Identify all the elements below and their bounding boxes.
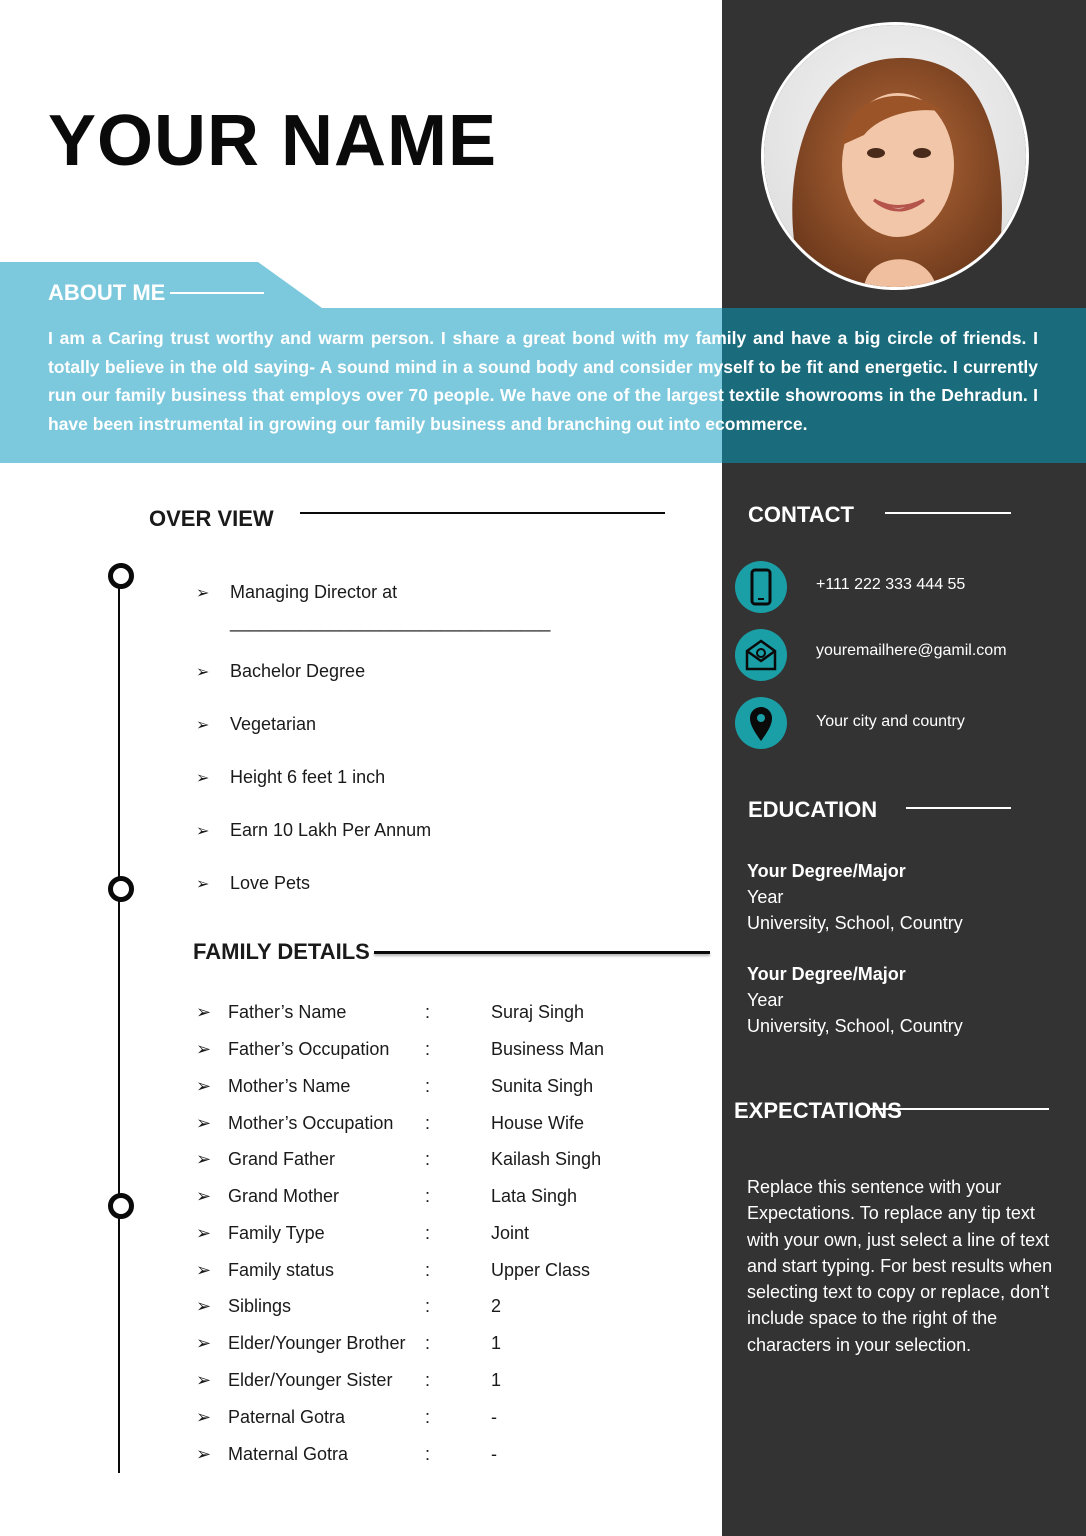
education-entry [747, 961, 963, 1039]
separator: : [425, 1260, 431, 1280]
arrow-bullet-icon: ➢ [196, 1333, 212, 1353]
contact-location: Your city and country [816, 713, 965, 730]
overview-item: Managing Director at [230, 582, 398, 602]
family-label: Elder/Younger Brother [228, 1333, 406, 1353]
family-value: Business Man [491, 1039, 605, 1059]
family-value: Sunita Singh [491, 1076, 594, 1096]
list-item [196, 820, 431, 841]
family-label: Maternal Gotra [228, 1444, 349, 1464]
separator: : [425, 1113, 431, 1133]
arrow-bullet-icon: ➢ [196, 1296, 212, 1316]
education-year: Year [747, 990, 784, 1010]
location-pin-icon [735, 697, 787, 749]
page-title: YOUR NAME [48, 101, 498, 181]
timeline-dot [108, 1193, 134, 1219]
separator: : [425, 1039, 431, 1059]
arrow-bullet-icon: ➢ [196, 717, 210, 734]
education-degree: Your Degree/Major [747, 964, 906, 984]
education-year: Year [747, 887, 784, 907]
table-row [196, 1149, 656, 1173]
family-label: Siblings [228, 1296, 292, 1316]
family-label: Paternal Gotra [228, 1407, 346, 1427]
family-value: 1 [491, 1370, 502, 1390]
separator: : [425, 1444, 431, 1464]
arrow-bullet-icon: ➢ [196, 1260, 212, 1280]
separator: : [425, 1296, 431, 1316]
family-label: Father’s Occupation [228, 1039, 390, 1059]
separator: : [425, 1076, 431, 1096]
family-value: Kailash Singh [491, 1149, 602, 1169]
education-entry [747, 858, 963, 936]
list-item [196, 661, 365, 682]
table-row [196, 1039, 656, 1063]
expectations-title: EXPECTATIONS [734, 1098, 902, 1123]
family-value: 2 [491, 1296, 502, 1316]
email-icon [735, 629, 787, 681]
family-label: Mother’s Name [228, 1076, 351, 1096]
about-title-rule [170, 292, 264, 294]
separator: : [425, 1149, 431, 1169]
contact-phone[interactable]: +111 222 333 444 55 [816, 576, 966, 593]
about-text: I am a Caring trust worthy and warm person. I share a great bond with my family and have a big circle of friends. I totally believe in the old saying- A sound mind in a sound body and consider myself to be fit and energetic. I currently run our family business that employs over 70 people. We have one of the largest textile showrooms in the Dehradun. I have been instrumental in growing our family business and branching out into ecommerce. [48, 328, 1038, 434]
profile-photo [761, 22, 1029, 290]
separator: : [425, 1370, 431, 1390]
arrow-bullet-icon: ➢ [196, 1039, 212, 1059]
overview-item: Love Pets [230, 873, 311, 893]
family-value: - [491, 1407, 497, 1427]
arrow-bullet-icon: ➢ [196, 770, 210, 787]
arrow-bullet-icon: ➢ [196, 1076, 212, 1096]
arrow-bullet-icon: ➢ [196, 1407, 212, 1427]
table-row [196, 1113, 656, 1137]
arrow-bullet-icon: ➢ [196, 1113, 212, 1133]
separator: : [425, 1407, 431, 1427]
family-label: Family status [228, 1260, 335, 1280]
education-degree: Your Degree/Major [747, 861, 906, 881]
expectations-text: Replace this sentence with your Expectations. To replace any tip text with your own, just select a line of text and start typing. For best results when selecting text to copy or replace, don’t include space to the right of the characters in your selection. [747, 1177, 1053, 1355]
arrow-bullet-icon: ➢ [196, 1149, 212, 1169]
family-value: Upper Class [491, 1260, 591, 1280]
education-title: EDUCATION [748, 797, 878, 822]
arrow-bullet-icon: ➢ [196, 585, 210, 602]
education-school: University, School, Country [747, 1016, 963, 1036]
arrow-bullet-icon: ➢ [196, 876, 210, 893]
overview-item: Vegetarian [230, 714, 317, 734]
table-row [196, 1076, 656, 1100]
family-label: Mother’s Occupation [228, 1113, 394, 1133]
family-label: Father’s Name [228, 1002, 347, 1022]
family-label: Elder/Younger Sister [228, 1370, 393, 1390]
list-item [230, 612, 550, 633]
table-row [196, 1444, 656, 1468]
about-title: ABOUT ME [48, 280, 166, 305]
overview-item: Earn 10 Lakh Per Annum [230, 820, 432, 840]
family-value: Lata Singh [491, 1186, 578, 1206]
list-item [196, 582, 397, 603]
overview-item: ________________________________ [230, 612, 551, 632]
education-title-rule [906, 807, 1011, 809]
arrow-bullet-icon: ➢ [196, 1223, 212, 1243]
overview-item: Height 6 feet 1 inch [230, 767, 386, 787]
family-value: 1 [491, 1333, 502, 1353]
table-row [196, 1370, 656, 1394]
overview-title-rule [300, 512, 665, 514]
family-label: Grand Mother [228, 1186, 340, 1206]
contact-title: CONTACT [748, 502, 854, 527]
table-row [196, 1407, 656, 1431]
contact-title-rule [885, 512, 1011, 514]
separator: : [425, 1002, 431, 1022]
list-item [196, 714, 316, 735]
timeline-dot [108, 876, 134, 902]
family-value: Suraj Singh [491, 1002, 585, 1022]
family-value: Joint [491, 1223, 530, 1243]
expectations-title-rule [870, 1108, 1049, 1110]
timeline-line [118, 573, 120, 1473]
overview-item: Bachelor Degree [230, 661, 366, 681]
family-label: Family Type [228, 1223, 325, 1243]
table-row [196, 1186, 656, 1210]
contact-email[interactable]: youremailhere@gamil.com [816, 642, 1007, 659]
list-item [196, 767, 385, 788]
family-label: Grand Father [228, 1149, 336, 1169]
phone-icon [735, 561, 787, 613]
table-row [196, 1260, 656, 1284]
list-item [196, 873, 310, 894]
arrow-bullet-icon: ➢ [196, 823, 210, 840]
table-row [196, 1002, 656, 1026]
separator: : [425, 1223, 431, 1243]
separator: : [425, 1186, 431, 1206]
family-title-rule [374, 951, 710, 954]
table-row [196, 1223, 656, 1247]
family-title: FAMILY DETAILS [193, 939, 370, 964]
family-value: House Wife [491, 1113, 585, 1133]
arrow-bullet-icon: ➢ [196, 1002, 212, 1022]
separator: : [425, 1333, 431, 1353]
table-row [196, 1296, 656, 1320]
arrow-bullet-icon: ➢ [196, 1186, 212, 1206]
arrow-bullet-icon: ➢ [196, 1444, 212, 1464]
timeline-dot [108, 563, 134, 589]
family-value: - [491, 1444, 497, 1464]
overview-title: OVER VIEW [149, 506, 274, 531]
education-school: University, School, Country [747, 913, 963, 933]
table-row [196, 1333, 656, 1357]
arrow-bullet-icon: ➢ [196, 664, 210, 681]
arrow-bullet-icon: ➢ [196, 1370, 212, 1390]
